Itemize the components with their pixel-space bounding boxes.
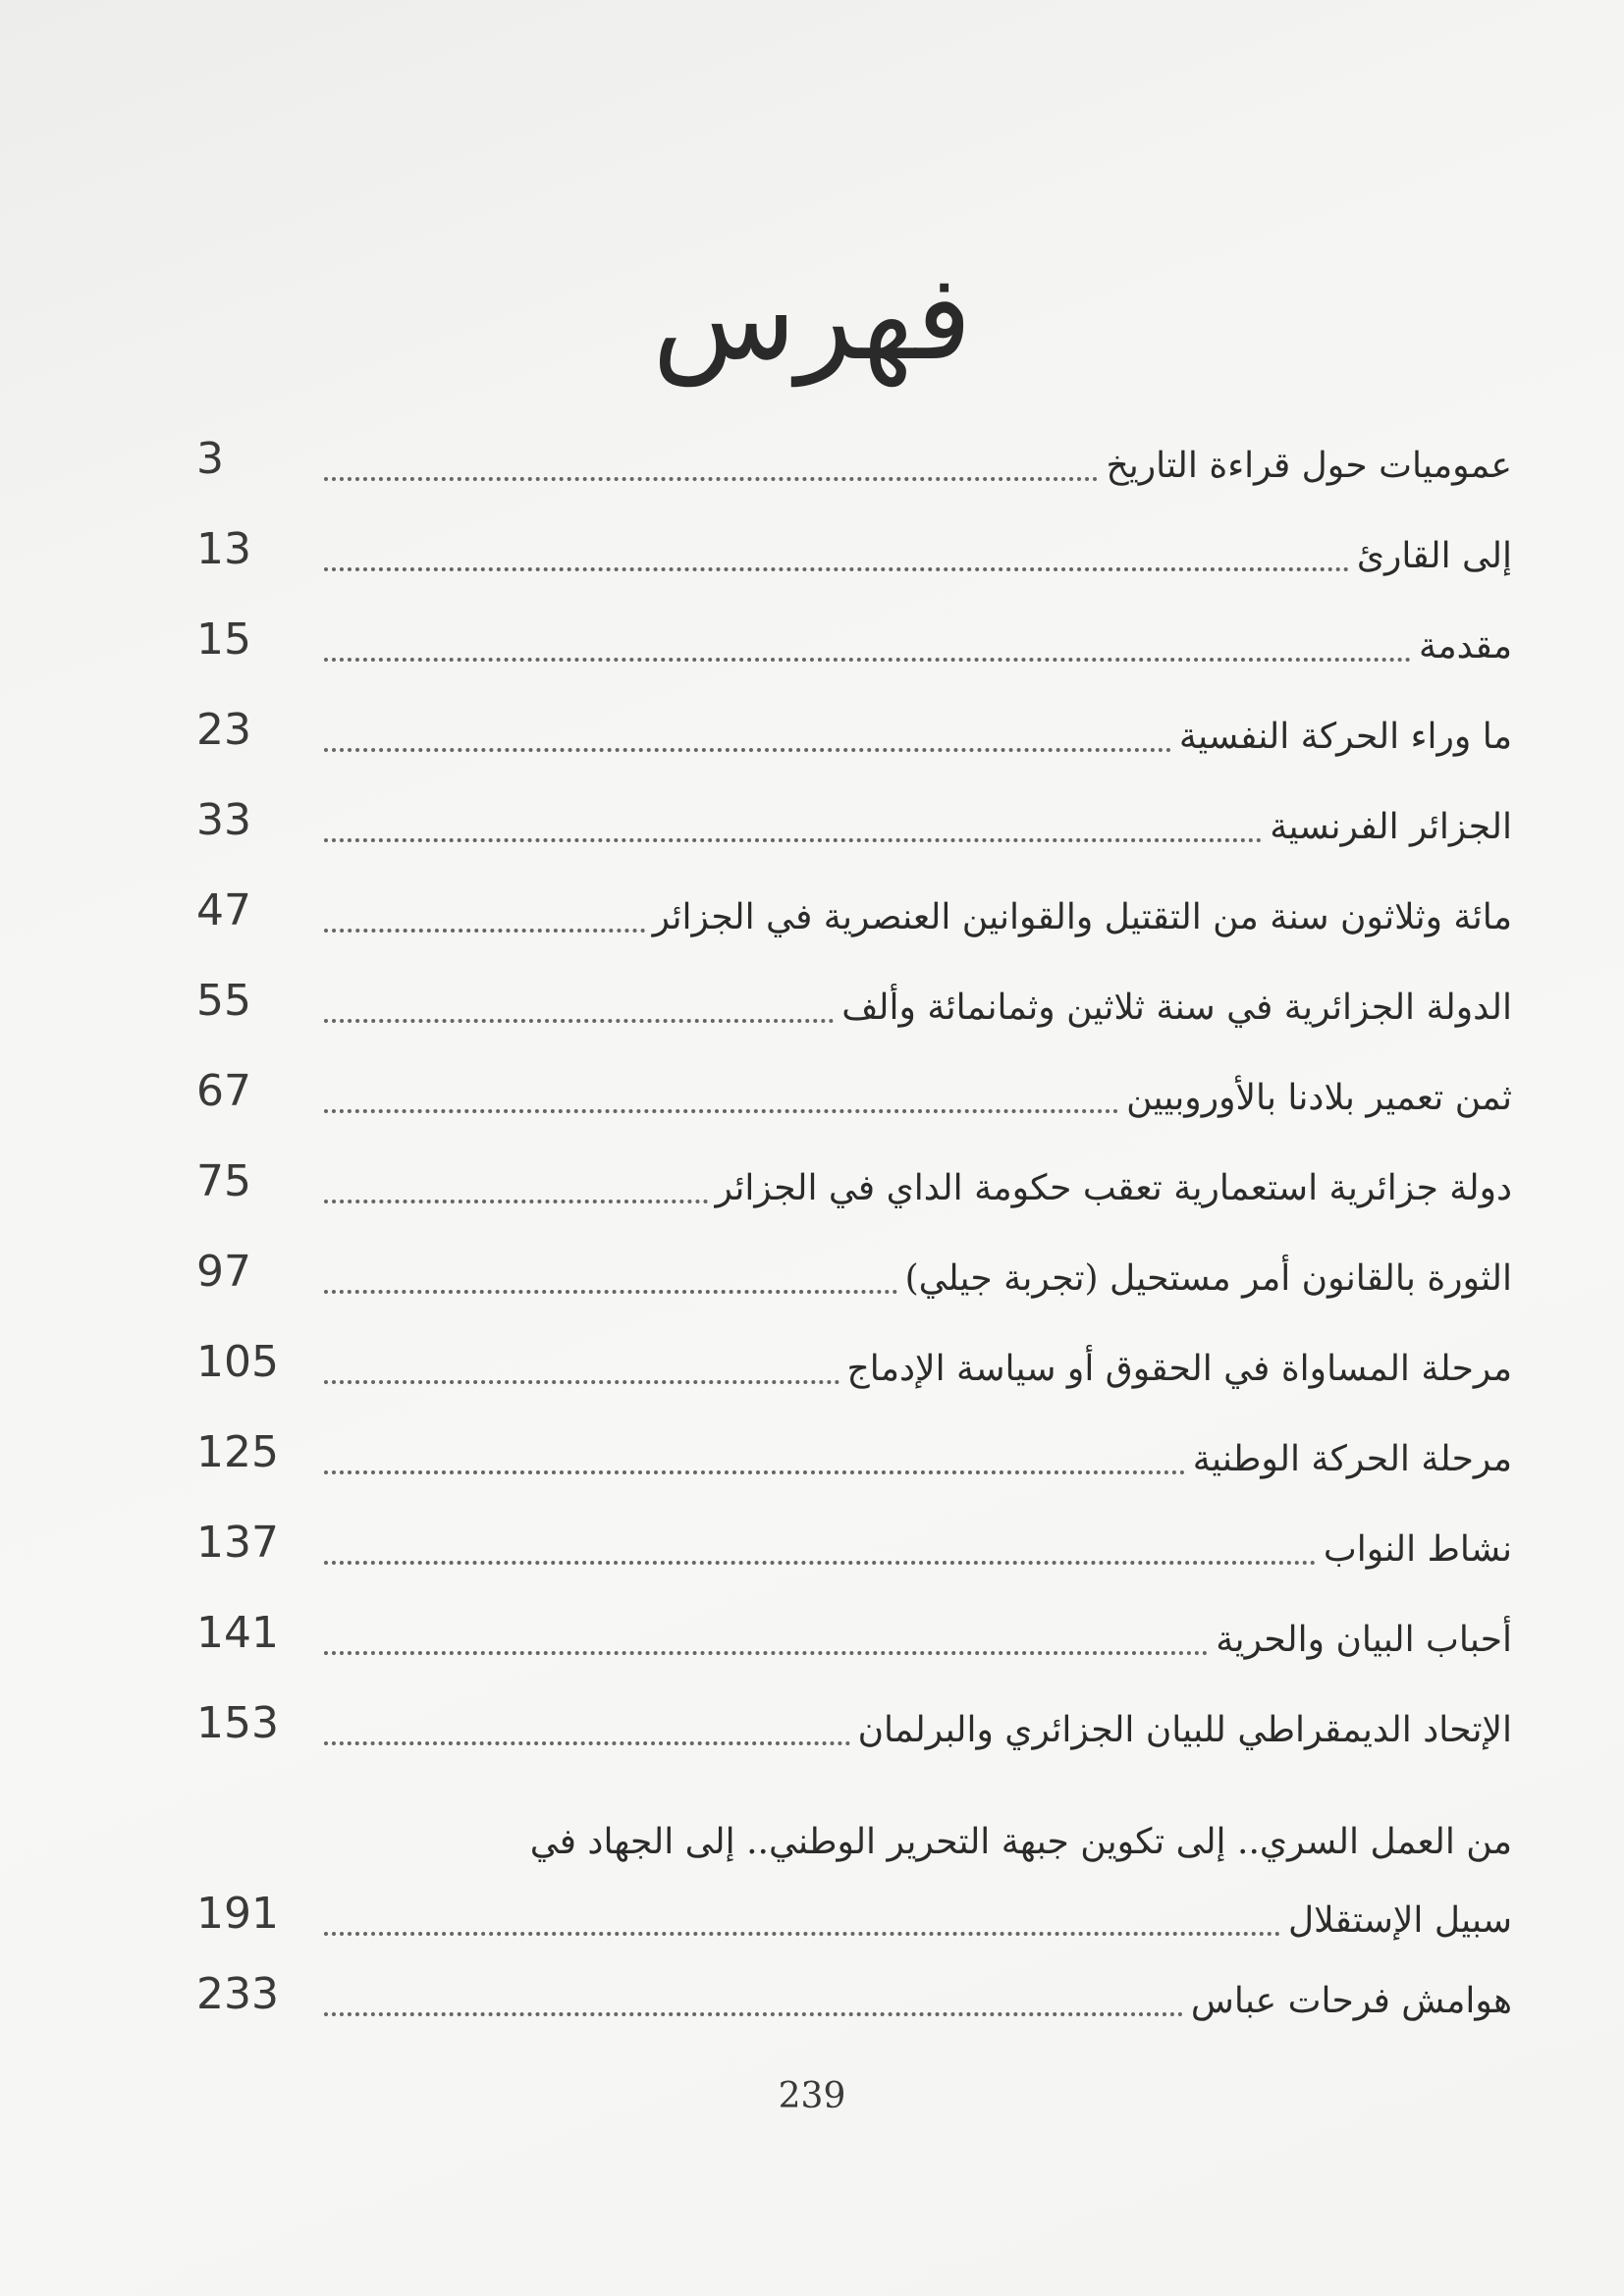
toc-entry (177, 1586, 1512, 1677)
dot-leader (324, 567, 1349, 571)
toc-entry-title: عموميات حول قراءة التاريخ (1106, 446, 1512, 486)
toc-page-number: 55 (196, 976, 251, 1026)
toc-entry-title: مقدمة (1419, 626, 1512, 667)
dot-leader (324, 1290, 897, 1294)
dot-leader (324, 838, 1262, 842)
toc-entry (177, 1406, 1512, 1496)
dot-leader (324, 748, 1171, 752)
toc-entry-title: مرحلة المساواة في الحقوق أو سياسة الإدماج (846, 1349, 1512, 1389)
dot-leader (324, 1561, 1316, 1565)
toc-page-number: 47 (196, 885, 251, 935)
toc-page-number: 153 (196, 1698, 279, 1748)
toc-entry-title: هوامش فرحات عباس (1190, 1981, 1512, 2021)
page-title: فهرس (652, 250, 972, 387)
dot-leader (324, 1470, 1185, 1474)
toc-entry-title: نشاط النواب (1323, 1529, 1512, 1570)
toc-entry (177, 1135, 1512, 1225)
dot-leader (324, 477, 1098, 481)
page-number: 239 (778, 2076, 846, 2116)
dot-leader (324, 2012, 1183, 2016)
toc-page-number: 23 (196, 705, 251, 755)
toc-entry-title: إلى القارئ (1356, 536, 1512, 576)
toc-page-number: 137 (196, 1518, 279, 1568)
toc-page-number: 67 (196, 1066, 251, 1116)
toc-entry (177, 954, 1512, 1044)
dot-leader (324, 1380, 839, 1384)
toc-entry (177, 1496, 1512, 1586)
toc-entry (177, 1767, 1512, 1948)
toc-page-number: 191 (196, 1889, 279, 1939)
toc-page-number: 33 (196, 795, 251, 845)
toc-entry-title-continued: سبيل الإستقلال (1287, 1900, 1512, 1941)
dot-leader (324, 1741, 850, 1745)
toc-entry-title: من العمل السري.. إلى تكوين جبهة التحرير الوطني.. إلى الجهاد في (529, 1822, 1512, 1862)
toc-page-number: 3 (196, 434, 224, 484)
toc-page-number: 125 (196, 1427, 279, 1477)
dot-leader (324, 1109, 1118, 1113)
toc-page-number: 97 (196, 1247, 251, 1297)
toc-page-number: 75 (196, 1156, 251, 1206)
toc-page-number: 13 (196, 524, 251, 574)
toc-entry (177, 412, 1512, 503)
toc-entry-title: الجزائر الفرنسية (1270, 807, 1512, 847)
dot-leader (324, 1200, 708, 1203)
dot-leader (324, 658, 1411, 662)
toc-entry-title: الإتحاد الديمقراطي للبيان الجزائري والبرلمان (857, 1710, 1512, 1750)
toc-page-number: 105 (196, 1337, 279, 1387)
dot-leader (324, 1019, 834, 1023)
toc-entry-title: ثمن تعمير بلادنا بالأوروبيين (1126, 1078, 1512, 1118)
toc-entry-title: أحباب البيان والحرية (1216, 1620, 1512, 1660)
toc-entry (177, 1677, 1512, 1767)
dot-leader (324, 929, 645, 933)
dot-leader (324, 1651, 1208, 1655)
dot-leader (324, 1932, 1280, 1936)
toc-page-number: 15 (196, 614, 251, 665)
toc-entry-title: مائة وثلاثون سنة من التقتيل والقوانين العنصرية في الجزائر (652, 897, 1512, 937)
toc-entry (177, 1044, 1512, 1135)
toc-entry-title: مرحلة الحركة الوطنية (1192, 1439, 1512, 1479)
toc-entry (177, 593, 1512, 683)
toc-entry (177, 683, 1512, 774)
toc-entry (177, 1225, 1512, 1315)
toc-entry (177, 864, 1512, 954)
toc-entry-title: دولة جزائرية استعمارية تعقب حكومة الداي في الجزائر (715, 1168, 1512, 1208)
toc-entry-title: ما وراء الحركة النفسية (1178, 717, 1512, 757)
toc-page-number: 141 (196, 1608, 279, 1658)
toc-entry (177, 1315, 1512, 1406)
toc-entry (177, 503, 1512, 593)
toc-page-number: 233 (196, 1969, 279, 2019)
toc-entry (177, 1948, 1512, 2038)
toc-entry (177, 774, 1512, 864)
toc-entry-title: الدولة الجزائرية في سنة ثلاثين وثمانمائة وألف (841, 988, 1512, 1028)
toc-entry-title: الثورة بالقانون أمر مستحيل (تجربة جيلي) (904, 1258, 1512, 1299)
table-of-contents (177, 412, 1512, 2038)
